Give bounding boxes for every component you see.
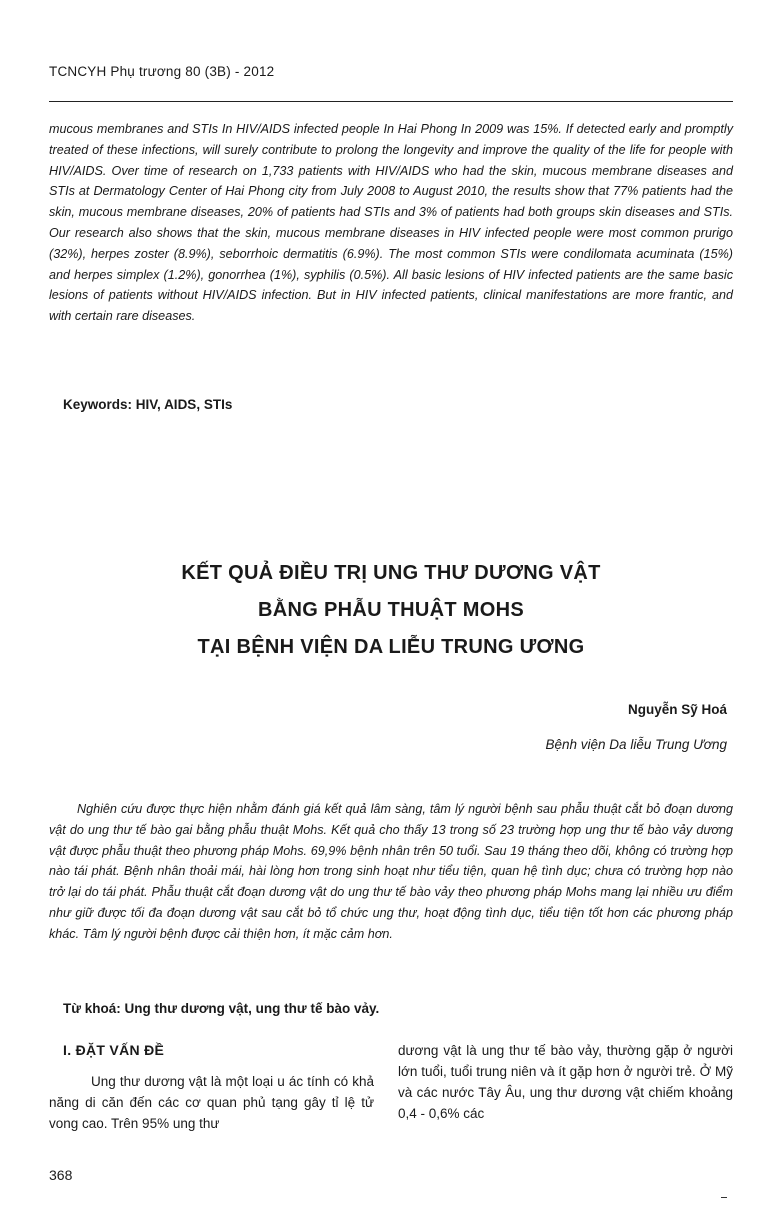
header-rule xyxy=(49,101,733,102)
english-keywords-value: HIV, AIDS, STIs xyxy=(135,397,233,412)
left-column-paragraph: Ung thư dương vật là một loại u ác tính có khả năng di căn đến các cơ quan phủ tạng gây tỉ lệ tử vong cao. Trên 95% ung thư xyxy=(49,1074,374,1131)
english-abstract: mucous membranes and STIs In HIV/AIDS infected people In Hai Phong In 2009 was 15%. If detected early and promptly treated of these infections, will surely contribute to prolong the longevity and improve the quality of the life for people with HIV/AIDS. Over time of research on 1,733 patients with HIV/AIDS who had the skin, mucous membrane diseases and STIs at Dermatology Center of Hai Phong city from July 2008 to August 2010, the results show that 77% patients had the skin, mucous membrane diseases, 20% of patients had STIs and 3% of patients had both groups skin diseases and STIs. Our research also shows that the skin, mucous membrane diseases in HIV infected people were most common prurigo (32%), herpes zoster (8.9%), seborrhoic dermatitis (6.9%). The most common STIs were condilomata acuminata (15%) and herpes simplex (1.2%), gonorrhea (1%), syphilis (0.5%). All basic lesions of HIV infected patients are the same basic lesions of patients without HIV/AIDS infection. But in HIV infected patients, clinical manifestations are more frantic, and with certain rare diseases. xyxy=(49,122,733,324)
vietnamese-keywords xyxy=(63,1001,379,1016)
article-title xyxy=(49,555,733,666)
article-title-line: KẾT QUẢ ĐIỀU TRỊ UNG THƯ DƯƠNG VẬT xyxy=(181,562,601,584)
article-title-line: TẠI BỆNH VIỆN DA LIỄU TRUNG ƯƠNG xyxy=(197,636,585,658)
page-number: 368 xyxy=(49,1167,73,1183)
vietnamese-keywords-label: Từ khoá: xyxy=(63,1001,121,1016)
english-keywords xyxy=(63,397,232,412)
vietnamese-abstract: Nghiên cứu được thực hiện nhằm đánh giá kết quả lâm sàng, tâm lý người bệnh sau phẫu thuật cắt bỏ đoạn dương vật do ung thư tế bào gai bằng phẫu thuật Mohs. Kết quả cho thấy 13 trong số 23 trường hợp ung thư tế bào vảy dương vật được phẫu thuật theo phương pháp Mohs. 69,9% bệnh nhân trên 50 tuổi. Sau 19 tháng theo dõi, không có trường hợp nào tái phát. Bệnh nhân thoải mái, hài lòng hơn trong sinh hoạt như tiểu tiện, quan hệ tình dục; chưa có trường hợp nào trở lại do tái phát. Phẫu thuật cắt đoạn dương vật do ung thư tế bào vảy theo phương pháp Mohs mang lại nhiều ưu điểm như giữ được tối đa đoạn dương vật sau cắt bỏ tổ chức ung thư, hoạt động tình dục, tiểu tiện tốt hơn các phương pháp khác. Tâm lý người bệnh được cải thiện hơn, ít mặc cảm hơn. xyxy=(49,802,733,941)
left-column xyxy=(49,1040,374,1134)
running-header: TCNCYH Phụ trương 80 (3B) - 2012 xyxy=(49,64,275,79)
right-column-paragraph: dương vật là ung thư tế bào vảy, thường gặp ở người lớn tuổi, tuổi trung niên và ít gặp hơn ở người trẻ. Ở Mỹ và các nước Tây Âu, ung thư dương vật chiếm khoảng 0,4 - 0,6% các xyxy=(398,1043,733,1121)
author-affiliation: Bệnh viện Da liễu Trung Ương xyxy=(545,737,727,752)
article-title-line: BẰNG PHẪU THUẬT MOHS xyxy=(258,599,524,621)
author-name: Nguyễn Sỹ Hoá xyxy=(627,702,727,717)
english-keywords-label: Keywords: xyxy=(63,397,133,412)
section-heading: I. ĐẶT VẤN ĐỀ xyxy=(63,1042,165,1058)
vietnamese-keywords-value: Ung thư dương vật, ung thư tế bào vảy. xyxy=(124,1001,380,1016)
corner-mark xyxy=(721,1197,727,1198)
